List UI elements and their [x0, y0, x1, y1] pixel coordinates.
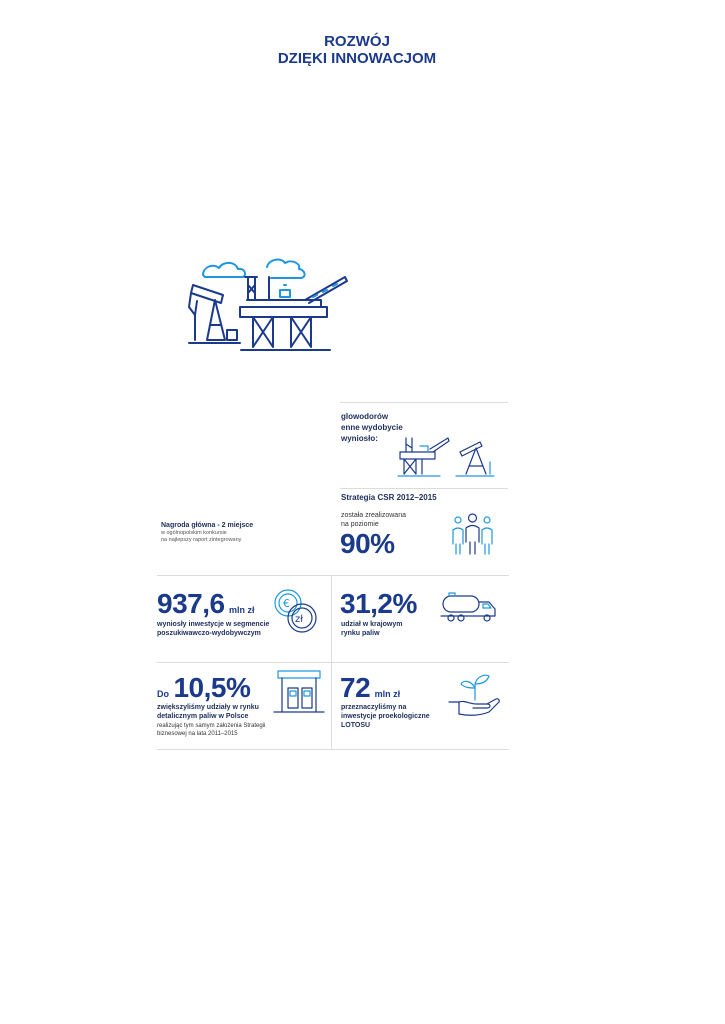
divider: [157, 749, 509, 750]
investment-desc-2: poszukiwawczo-wydobywczym: [157, 630, 261, 637]
award-title: Nagroda główna - 2 miejsce: [161, 522, 254, 529]
hero-oil-platform-icon: [185, 255, 355, 355]
hydrocarbons-line-1: glowodorów: [341, 412, 389, 421]
coins-icon: [272, 587, 322, 635]
market-desc: [341, 620, 402, 638]
divider: [331, 575, 332, 749]
retail-desc-1: zwiększyliśmy udziały w rynku: [157, 704, 259, 711]
investment-value-row: [157, 588, 255, 620]
divider: [340, 402, 508, 403]
people-icon: [450, 512, 495, 557]
retail-value-row: [157, 672, 250, 704]
retail-note: [157, 722, 265, 738]
retail-value: 10,5%: [173, 672, 251, 703]
oil-rig-pumpjack-icon: [390, 432, 508, 477]
retail-desc-2: detalicznym paliw w Polsce: [157, 713, 249, 720]
eco-desc: [341, 703, 430, 730]
hydrocarbons-line-2: enne wydobycie: [341, 423, 403, 432]
investment-desc-1: wyniosły inwestycje w segmencie: [157, 621, 270, 628]
csr-value: 90%: [340, 528, 395, 559]
retail-desc: [157, 703, 259, 721]
hand-plant-icon: [447, 670, 501, 718]
award-sub-1: w ogólnopolskim konkursie: [161, 530, 227, 536]
investment-value: 937,6: [157, 588, 225, 619]
csr-subtext: [341, 511, 406, 529]
tanker-truck-icon: [439, 590, 499, 625]
eco-unit: mln zł: [374, 689, 401, 699]
retail-note-1: realizując tym samym założenia Strategii: [157, 723, 266, 729]
eco-value-row: [340, 672, 400, 704]
divider: [157, 662, 509, 663]
market-desc-2: rynku paliw: [341, 630, 380, 637]
csr-sub-1: została zrealizowana: [341, 512, 406, 519]
retail-note-2: biznesowej na lata 2011–2015: [157, 731, 238, 737]
eco-value: 72: [340, 672, 371, 703]
award-subtext: [161, 530, 241, 544]
eco-desc-3: LOTOSU: [341, 722, 371, 729]
csr-sub-2: na poziomie: [341, 521, 379, 528]
page-title: [0, 33, 714, 67]
retail-prefix: Do: [157, 689, 169, 699]
fuel-station-icon: [272, 668, 326, 714]
hydrocarbons-line-3: wyniosło:: [341, 434, 378, 443]
csr-heading: Strategia CSR 2012–2015: [341, 493, 437, 502]
title-line-1: ROZWÓJ: [324, 33, 390, 50]
title-line-2: DZIĘKI INNOWACJOM: [277, 50, 437, 67]
market-desc-1: udział w krajowym: [341, 621, 403, 628]
award-sub-2: na najlepszy raport zintegrowany: [161, 537, 242, 543]
investment-unit: mln zł: [229, 605, 255, 615]
svg-text:zł: zł: [295, 614, 304, 625]
investment-desc: [157, 620, 269, 638]
svg-text:€: €: [283, 597, 290, 610]
divider: [340, 488, 508, 489]
divider: [157, 575, 509, 576]
market-value: 31,2%: [340, 588, 417, 619]
eco-desc-1: przeznaczyliśmy na: [341, 704, 407, 711]
eco-desc-2: inwestycje proekologiczne: [341, 713, 430, 720]
